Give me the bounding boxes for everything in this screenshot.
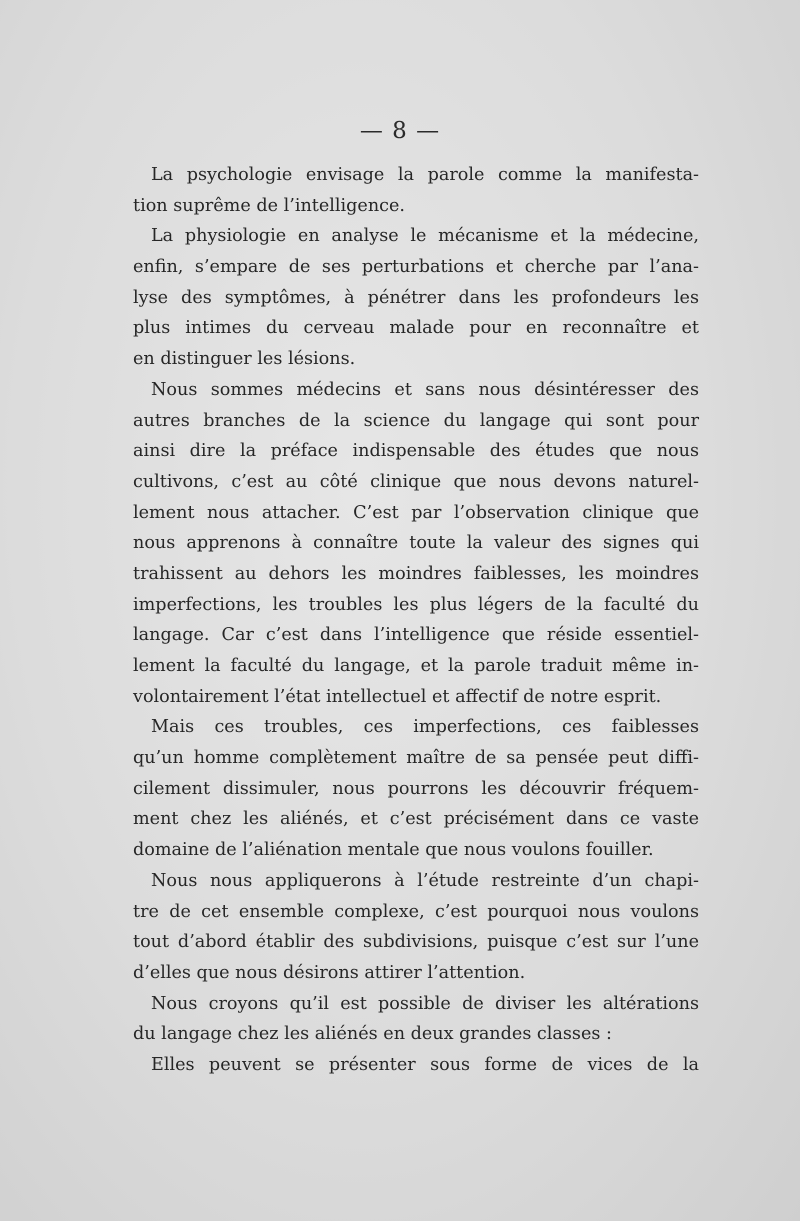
text-line: lyse des symptômes, à pénétrer dans les profondeurs les — [133, 287, 699, 308]
text-line: du langage chez les aliénés en deux grandes classes : — [133, 1024, 612, 1045]
text-line: domaine de l’aliénation mentale que nous voulons fouiller. — [133, 840, 654, 861]
text-line: tout d’abord établir des subdivisions, puisque c’est sur l’une — [133, 932, 699, 953]
text-line: d’elles que nous désirons attirer l’attention. — [133, 962, 526, 983]
paragraph — [133, 221, 699, 374]
text-line: en distinguer les lésions. — [133, 349, 356, 370]
paragraph — [133, 1050, 699, 1081]
text-line: imperfections, les troubles les plus légers de la faculté du — [133, 594, 699, 615]
text-line: langage. Car c’est dans l’intelligence que réside essentiel- — [133, 625, 699, 646]
text-line: ment chez les aliénés, et c’est précisément dans ce vaste — [133, 809, 699, 830]
text-line: lement la faculté du langage, et la parole traduit même in- — [133, 656, 699, 676]
paragraph — [133, 712, 699, 865]
text-line: qu’un homme complètement maître de sa pensée peut diffi- — [133, 748, 699, 769]
page-number: — 8 — — [359, 118, 441, 144]
text-line: cilement dissimuler, nous pourrons les découvrir fréquem- — [133, 778, 699, 799]
text-line: Mais ces troubles, ces imperfections, ces faiblesses — [151, 717, 699, 738]
text-line: Nous croyons qu’il est possible de diviser les altérations — [151, 993, 699, 1014]
text-line: trahissent au dehors les moindres faiblesses, les moindres — [133, 563, 699, 584]
paragraph — [133, 375, 699, 713]
body-text — [133, 160, 699, 1081]
text-line: La psychologie envisage la parole comme la manifesta- — [151, 165, 699, 185]
text-line: plus intimes du cerveau malade pour en reconnaître et — [133, 318, 699, 339]
text-line: volontairement l’état intellectuel et affectif de notre esprit. — [133, 686, 662, 707]
paragraph — [133, 160, 699, 221]
text-line: Nous nous appliquerons à l’étude restreinte d’un chapi- — [151, 870, 699, 891]
text-line: nous apprenons à connaître toute la valeur des signes qui — [133, 533, 699, 554]
paragraph — [133, 866, 699, 989]
text-line: tre de cet ensemble complexe, c’est pourquoi nous voulons — [133, 901, 699, 922]
text-line: ainsi dire la préface indispensable des études que nous — [133, 441, 699, 462]
text-line: tion suprême de l’intelligence. — [133, 195, 406, 216]
text-line: lement nous attacher. C’est par l’observation clinique que — [133, 502, 699, 523]
text-line: autres branches de la science du langage qui sont pour — [133, 410, 699, 431]
text-line: cultivons, c’est au côté clinique que nous devons naturel- — [133, 471, 699, 492]
paragraph — [133, 989, 699, 1050]
text-line: Elles peuvent se présenter sous forme de vices de la — [151, 1054, 699, 1075]
text-line: La physiologie en analyse le mécanisme et la médecine, — [151, 226, 699, 247]
text-line: enfin, s’empare de ses perturbations et cherche par l’ana- — [133, 257, 699, 278]
text-line: Nous sommes médecins et sans nous désintéresser des — [151, 379, 699, 400]
